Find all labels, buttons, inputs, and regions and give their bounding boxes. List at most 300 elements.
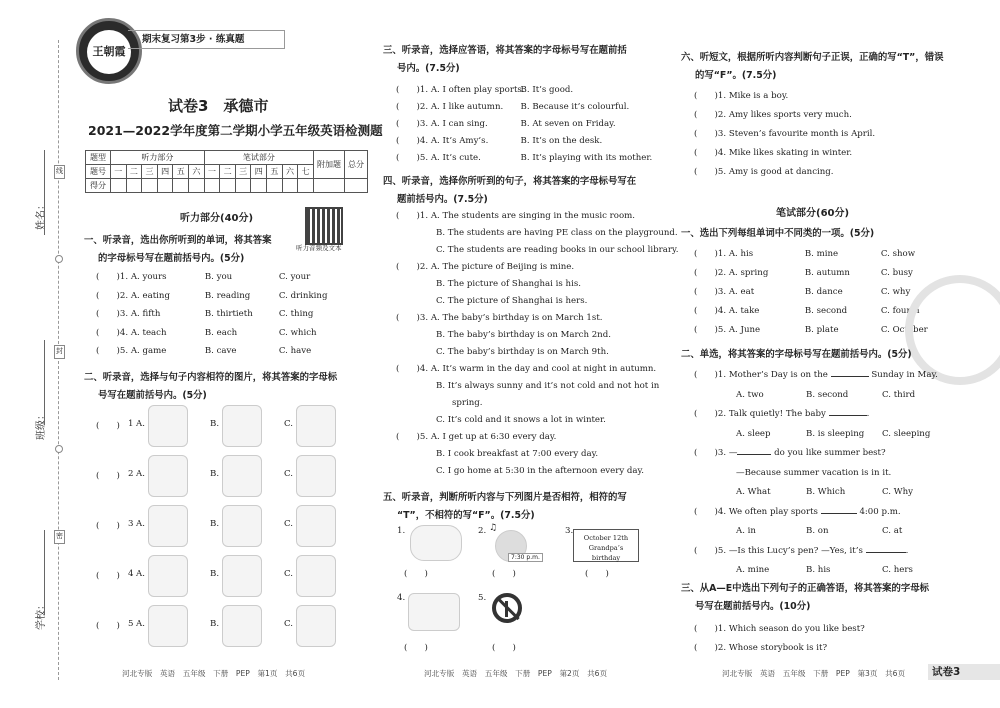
item-number: 1 [128, 419, 134, 429]
option-letter: C. [284, 419, 294, 429]
list-item [396, 429, 666, 446]
option-picture[interactable] [222, 505, 262, 547]
option-letter: A. [136, 569, 145, 579]
score-cell: 题型 [86, 151, 111, 165]
list-item [694, 639, 964, 658]
sentence-text: B. The picture of Shanghai is his. [436, 279, 581, 289]
score-cell: 三 [142, 165, 158, 179]
sentence-text: )3. A. The baby’s birthday is on March 1st. [416, 313, 603, 323]
w2-q4-options: A. in B. on C. at [736, 526, 903, 536]
card-date: October 12th [583, 534, 629, 542]
answer-paren[interactable]: ( [396, 313, 417, 323]
answer-paren[interactable]: ( [694, 148, 715, 158]
list-item [396, 208, 666, 225]
list-item [396, 116, 666, 133]
footer-page-3: 河北专版 英语 五年级 下册 PEP 第3页 共6页 [722, 669, 906, 678]
item-separator: . [723, 249, 729, 259]
card-event: Grandpa’s birthday [588, 544, 624, 562]
answer-paren[interactable]: ( ) [96, 309, 120, 319]
answer-paren[interactable]: ( [396, 119, 417, 129]
score-cell: 四 [251, 165, 267, 179]
answer-paren[interactable]: ( ) [694, 268, 718, 278]
name-field[interactable] [28, 160, 48, 230]
list-item [396, 378, 666, 395]
option-a: A. spring [728, 268, 769, 278]
option-a: A. yours [130, 272, 167, 282]
w2-q1-options: A. two B. second C. third [736, 389, 916, 400]
score-cell: 得分 [86, 179, 111, 193]
option-b: B. you [204, 272, 233, 282]
w2-q2: ( )2. Talk quietly! The baby . [694, 409, 870, 419]
answer-blank[interactable] [866, 552, 906, 553]
paper-tag: 试卷3 [928, 664, 1000, 680]
sentence-text: )2. A. The picture of Beijing is mine. [416, 262, 575, 272]
answer-paren[interactable]: ( ) [492, 643, 516, 653]
option-b: B. reading [204, 290, 251, 301]
binding-dot [55, 255, 63, 263]
score-input[interactable] [345, 179, 368, 193]
option-b: B. It’s playing with its mother. [520, 153, 653, 163]
item-number: 3 [717, 287, 724, 297]
score-cell: 总分 [345, 151, 368, 179]
school-label: 学校： [36, 600, 47, 630]
item-separator: . [723, 287, 729, 297]
w2-q4: ( )4. We often play sports 4:00 p.m. [694, 506, 901, 517]
name-label: 姓名： [36, 200, 47, 230]
answer-paren[interactable]: ( [694, 643, 715, 653]
answer-paren[interactable]: ( [396, 153, 417, 163]
item-separator: . [125, 290, 131, 301]
list-item [396, 133, 666, 150]
list-item [694, 245, 964, 264]
option-c: C. which [278, 327, 317, 338]
qr-code-icon[interactable] [305, 207, 343, 245]
score-input[interactable] [298, 179, 314, 193]
option-b: B. cave [204, 346, 237, 356]
list-item [396, 446, 666, 463]
list-item [694, 620, 964, 639]
score-cell: 听力部分 [111, 151, 205, 165]
series-label: 期末复习第3步 · 练真题 [128, 30, 285, 49]
writing-heading: 笔试部分(60分) [776, 208, 850, 219]
item-number: 5 [717, 325, 724, 335]
seal-mark-secret: 密 [54, 530, 65, 544]
question-text: )5. A. It’s cute. [416, 153, 481, 163]
answer-paren[interactable]: ( [396, 136, 417, 146]
option-picture[interactable] [148, 455, 188, 497]
section-5-title: 五、听录音，判断所听内容与下列图片是否相符，相符的写 “T”，不相符的写“F”。(7.5分) [383, 492, 627, 521]
listening-heading: 听力部分(40分) [180, 213, 254, 224]
score-cell: 题号 [86, 165, 111, 179]
option-b: B. mine [804, 249, 839, 259]
list-item [396, 259, 666, 276]
w2-q5: ( )5. —Is this Lucy’s pen? —Yes, it’s . [694, 545, 909, 556]
option-a: A. eating [130, 290, 170, 301]
seal-mark-seal: 封 [54, 345, 65, 359]
answer-paren[interactable]: ( ) [492, 569, 516, 579]
score-table [85, 150, 368, 193]
option-c: C. your [278, 272, 311, 282]
sentence-text: C. It’s cold and it snows a lot in winter. [436, 415, 606, 425]
score-input[interactable] [220, 179, 236, 193]
section-3-title: 三、听录音，选择应答语，将其答案的字母标号写在题前括 号内。(7.5分) [383, 45, 627, 74]
question-text: )2. Whose storybook is it? [714, 643, 828, 653]
item-number: 4 [717, 306, 724, 316]
option-letter: B. [210, 469, 220, 479]
list-item [396, 310, 666, 327]
section-2-items [96, 405, 356, 655]
option-a: A. fifth [130, 309, 161, 319]
family-picture [408, 593, 460, 631]
school-underline [44, 530, 45, 615]
list-item [396, 99, 666, 116]
writing-3-title: 三、从A—E中选出下列句子的正确答语，将其答案的字母标 号写在题前括号内。(10分) [681, 583, 930, 612]
sentence-text: C. The picture of Shanghai is hers. [436, 296, 588, 306]
answer-paren[interactable]: ( ) [585, 569, 609, 579]
section-4-title: 四、听录音，选择你所听到的句子，将其答案的字母标号写在 题前括号内。(7.5分) [383, 176, 637, 205]
logo [76, 18, 142, 84]
score-input[interactable] [142, 179, 158, 193]
option-letter: C. [284, 469, 294, 479]
option-letter: C. [284, 519, 294, 529]
score-input[interactable] [111, 179, 127, 193]
score-cell: 六 [189, 165, 205, 179]
answer-paren[interactable]: ( [694, 110, 715, 120]
option-b: B. It’s good. [520, 85, 574, 95]
option-c: C. why [880, 287, 911, 297]
option-b: B. dance [804, 287, 843, 297]
list-item [396, 225, 678, 242]
option-b: B. second [804, 306, 848, 316]
item-separator: . [723, 325, 729, 335]
list-item [396, 293, 666, 310]
option-picture[interactable] [148, 405, 188, 447]
sentence-text: C. I go home at 5:30 in the afternoon every day. [436, 466, 644, 476]
option-c: C. fourth [880, 306, 920, 316]
option-a: A. game [130, 346, 167, 356]
answer-paren[interactable]: ( [694, 624, 715, 634]
answer-paren[interactable]: ( [396, 102, 417, 112]
answer-blank[interactable] [831, 376, 869, 377]
s5-num-1: 1. [397, 526, 406, 536]
list-item [396, 82, 666, 99]
item-number: 2 [128, 469, 134, 479]
option-c: C. October [880, 325, 928, 335]
score-input[interactable] [235, 179, 251, 193]
seal-mark-line: 线 [54, 165, 65, 179]
score-cell: 三 [235, 165, 251, 179]
answer-paren[interactable]: ( ) [694, 287, 718, 297]
list-item [396, 327, 666, 344]
list-item [396, 344, 666, 361]
option-picture[interactable] [148, 605, 188, 647]
answer-paren[interactable]: ( [396, 211, 417, 221]
statement-text: )1. Mike is a boy. [714, 91, 789, 101]
list-item [396, 242, 679, 259]
option-letter: A. [136, 469, 145, 479]
list-item [694, 144, 964, 163]
option-picture[interactable] [296, 405, 336, 447]
score-input[interactable] [157, 179, 173, 193]
option-letter: B. [210, 519, 220, 529]
answer-paren[interactable]: ( [694, 167, 715, 177]
no-sign-icon [492, 593, 522, 623]
score-input[interactable] [251, 179, 267, 193]
sentence-text: C. The baby’s birthday is on March 9th. [436, 347, 609, 357]
paper-title: 试卷3 承德市 [168, 97, 269, 115]
list-item [396, 463, 666, 480]
section-2-title: 二、听录音，选择与句子内容相符的图片，将其答案的字母标 号写在题前括号内。(5分) [84, 372, 338, 401]
answer-paren[interactable]: ( ) [96, 272, 120, 282]
w2-q3-options: A. What B. Which C. Why [736, 487, 913, 497]
score-cell: 一 [111, 165, 127, 179]
binding-strip [58, 40, 59, 680]
list-item [694, 163, 964, 182]
option-letter: A. [136, 519, 145, 529]
score-cell: 六 [282, 165, 298, 179]
answer-paren[interactable]: ( ) [96, 521, 120, 531]
w2-q2-options: A. sleep B. is sleeping C. sleeping [736, 428, 931, 439]
answer-paren[interactable]: ( ) [96, 346, 120, 356]
list-item [396, 276, 666, 293]
question-text: )2. A. I like autumn. [416, 102, 504, 112]
sentence-text: )1. A. The students are singing in the music room. [416, 211, 636, 221]
answer-paren[interactable]: ( [694, 91, 715, 101]
option-b: B. It’s on the desk. [520, 136, 603, 146]
item-number: 2 [119, 290, 126, 301]
answer-paren[interactable]: ( ) [96, 327, 120, 338]
score-row-type [86, 151, 368, 165]
score-cell: 附加题 [314, 151, 345, 179]
answer-blank[interactable] [821, 513, 857, 514]
score-cell: 四 [157, 165, 173, 179]
list-item [96, 287, 356, 306]
list-item [694, 125, 964, 144]
answer-paren[interactable]: ( ) [96, 290, 120, 301]
item-number: 2 [717, 268, 724, 278]
statement-text: )3. Steven’s favourite month is April. [714, 129, 876, 139]
option-a: A. take [728, 306, 760, 316]
score-cell: 五 [267, 165, 283, 179]
name-underline [44, 150, 45, 235]
answer-paren[interactable]: ( [396, 262, 417, 272]
item-number: 4 [128, 569, 134, 579]
picture-question-row [96, 455, 356, 505]
sentence-text: B. I cook breakfast at 7:00 every day. [436, 449, 599, 459]
option-b: B. plate [804, 325, 839, 335]
footer-page-1: 河北专版 英语 五年级 下册 PEP 第1页 共6页 [122, 669, 306, 678]
question-text: )1. Which season do you like best? [714, 624, 865, 634]
option-b: B. thirtieth [204, 309, 253, 319]
option-letter: A. [136, 419, 145, 429]
item-number: 1 [717, 249, 724, 259]
item-number: 5 [128, 619, 134, 629]
item-separator: . [125, 272, 131, 282]
score-input[interactable] [126, 179, 142, 193]
statement-text: )2. Amy likes sports very much. [714, 110, 852, 120]
option-b: B. Because it’s colourful. [520, 102, 630, 112]
list-item [396, 361, 666, 378]
class-underline [44, 340, 45, 425]
score-input[interactable] [314, 179, 345, 193]
answer-paren[interactable]: ( ) [694, 325, 718, 335]
option-b: B. autumn [804, 268, 850, 278]
sentence-text: spring. [452, 398, 483, 408]
statement-text: )4. Mike likes skating in winter. [714, 148, 853, 158]
sentence-text: B. The students are having PE class on the playground. [436, 228, 678, 238]
score-cell: 七 [298, 165, 314, 179]
list-item [694, 106, 964, 125]
option-a: A. eat [728, 287, 755, 297]
answer-paren[interactable]: ( ) [404, 569, 428, 579]
school-field[interactable] [28, 560, 48, 630]
option-letter: C. [284, 619, 294, 629]
list-item [96, 305, 356, 324]
class-field[interactable] [28, 370, 48, 440]
item-separator: . [723, 306, 729, 316]
cat-picture [410, 525, 462, 561]
answer-paren[interactable]: ( ) [694, 306, 718, 316]
picture-question-row [96, 405, 356, 455]
writing-1-title: 一、选出下列每组单词中不同类的一项。(5分) [681, 228, 875, 239]
score-input[interactable] [189, 179, 205, 193]
list-item [96, 342, 356, 361]
option-c: C. have [278, 346, 312, 356]
score-input[interactable] [204, 179, 220, 193]
option-letter: B. [210, 619, 220, 629]
answer-paren[interactable]: ( [396, 364, 417, 374]
section-1-items [96, 268, 356, 361]
s5-num-5: 5. [478, 593, 487, 603]
section-4-items [396, 208, 679, 480]
score-cell: 二 [126, 165, 142, 179]
option-b: B. each [204, 327, 238, 338]
list-item [396, 395, 666, 412]
option-picture[interactable] [222, 455, 262, 497]
writing-2-items [694, 366, 964, 581]
score-cell: 笔试部分 [204, 151, 313, 165]
question-text: )4. A. It’s Amy’s. [416, 136, 489, 146]
option-picture[interactable] [296, 505, 336, 547]
writing-2-title: 二、单选，将其答案的字母标号写在题前括号内。(5分) [681, 349, 912, 360]
question-text: )1. A. I often play sports. [416, 85, 525, 95]
item-separator: . [125, 346, 131, 356]
option-picture[interactable] [148, 505, 188, 547]
s5-num-3: 3. [565, 526, 574, 536]
item-number: 3 [119, 309, 126, 319]
picture-question-row [96, 505, 356, 555]
list-item [396, 412, 666, 429]
picture-question-row [96, 555, 356, 605]
option-b: B. At seven on Friday. [520, 119, 616, 129]
list-item [96, 268, 356, 287]
option-picture[interactable] [296, 555, 336, 597]
class-label: 班级： [36, 410, 47, 440]
list-item [396, 150, 666, 167]
binding-dot [55, 445, 63, 453]
picture-question-row [96, 605, 356, 655]
answer-blank[interactable] [737, 454, 771, 455]
section-6-items [694, 87, 964, 182]
option-picture[interactable] [222, 405, 262, 447]
option-letter: C. [284, 569, 294, 579]
item-separator: . [125, 327, 131, 338]
option-letter: B. [210, 569, 220, 579]
score-row-score[interactable] [86, 179, 368, 193]
answer-paren[interactable]: ( [396, 85, 417, 95]
music-note-icon: ♫ [489, 523, 498, 533]
option-letter: A. [136, 619, 145, 629]
clock-label: 7:30 p.m. [508, 553, 543, 562]
option-c: C. thing [278, 309, 314, 319]
score-input[interactable] [282, 179, 298, 193]
s5-num-4: 4. [397, 593, 406, 603]
option-c: C. drinking [278, 290, 328, 301]
option-picture[interactable] [296, 605, 336, 647]
paper-subtitle: 2021—2022学年度第二学期小学五年级英语检测题 [88, 123, 383, 138]
item-separator: . [125, 309, 131, 319]
sentence-text: B. The baby’s birthday is on March 2nd. [436, 330, 611, 340]
answer-paren[interactable]: ( ) [96, 421, 120, 431]
footer-page-2: 河北专版 英语 五年级 下册 PEP 第2页 共6页 [424, 669, 608, 678]
option-picture[interactable] [296, 455, 336, 497]
sentence-text: )5. A. I get up at 6:30 every day. [416, 432, 557, 442]
question-text: )3. A. I can sing. [416, 119, 488, 129]
section-3-items [396, 82, 666, 167]
item-number: 4 [119, 327, 126, 338]
item-number: 3 [128, 519, 134, 529]
answer-paren[interactable]: ( ) [96, 471, 120, 481]
s5-num-2: 2. [478, 526, 487, 536]
option-c: C. show [880, 249, 916, 259]
sentence-text: C. The students are reading books in our school library. [436, 245, 679, 255]
answer-paren[interactable]: ( ) [96, 621, 120, 631]
w2-q5-options: A. mine B. his C. hers [736, 565, 913, 575]
answer-paren[interactable]: ( ) [694, 249, 718, 259]
item-number: 1 [119, 272, 126, 282]
answer-paren[interactable]: ( [694, 129, 715, 139]
option-picture[interactable] [222, 555, 262, 597]
list-item [694, 264, 964, 283]
option-letter: B. [210, 419, 220, 429]
qr-caption: 听力音频及文本 [296, 244, 342, 252]
item-separator: . [723, 268, 729, 278]
answer-paren[interactable]: ( ) [404, 643, 428, 653]
list-item [96, 324, 356, 343]
answer-paren[interactable]: ( ) [96, 571, 120, 581]
answer-blank[interactable] [829, 415, 867, 416]
section-1-title: 一、听录音，选出你所听到的单词，将其答案 的字母标号写在题前括号内。(5分) [84, 235, 272, 264]
w2-q1: ( )1. Mother’s Day is on the Sunday in May. [694, 370, 938, 380]
writing-3-items [694, 620, 964, 658]
sentence-text: )4. A. It’s warm in the day and cool at night in autumn. [416, 364, 657, 374]
sentence-text: B. It’s always sunny and it’s not cold and not hot in [436, 381, 660, 391]
score-cell: 一 [204, 165, 220, 179]
list-item [694, 87, 964, 106]
answer-paren[interactable]: ( [396, 432, 417, 442]
w2-q3-line2: —Because summer vacation is in it. [736, 467, 892, 478]
score-input[interactable] [173, 179, 189, 193]
section-6-title: 六、听短文，根据所听内容判断句子正误，正确的写“T”，错误 的写“F”。(7.5分) [681, 52, 944, 81]
option-c: C. busy [880, 268, 913, 278]
statement-text: )5. Amy is good at dancing. [714, 167, 834, 177]
option-a: A. his [728, 249, 754, 259]
score-input[interactable] [267, 179, 283, 193]
logo-text: 王朝霞 [92, 45, 126, 58]
option-picture[interactable] [148, 555, 188, 597]
option-picture[interactable] [222, 605, 262, 647]
w2-q3: ( )3. — do you like summer best? [694, 448, 886, 458]
